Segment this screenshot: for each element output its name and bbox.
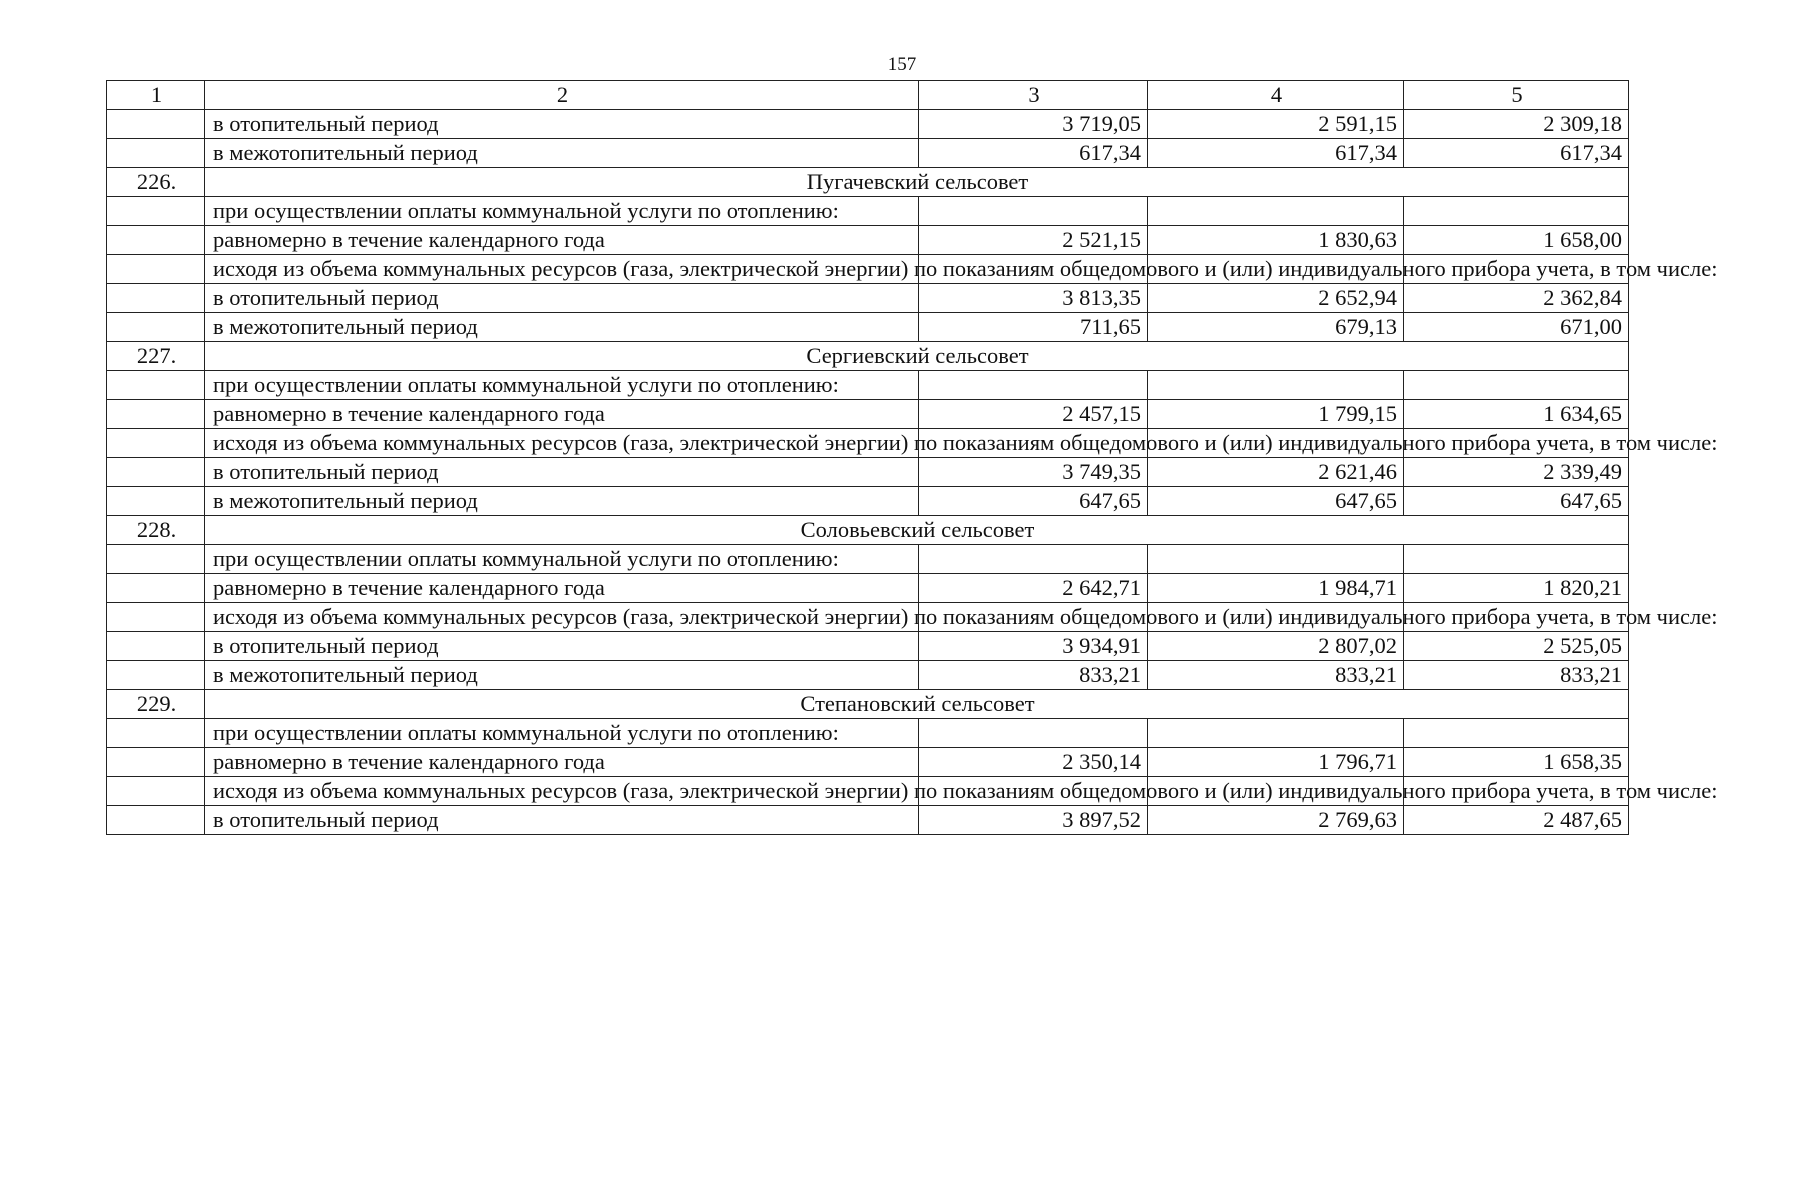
table-row [107,458,1629,487]
row-label: в межотопительный период [205,661,919,690]
value-col-5: 833,21 [1404,661,1629,690]
row-index-cell [107,139,205,168]
table-row [107,574,1629,603]
table-row [107,748,1629,777]
table-row [107,632,1629,661]
column-header-3: 3 [919,81,1148,110]
table-row [107,661,1629,690]
row-index-cell [107,429,205,458]
value-col-4: 1 799,15 [1148,400,1404,429]
row-index-cell [107,777,205,806]
column-header-2: 2 [205,81,919,110]
value-col-5: 2 487,65 [1404,806,1629,835]
row-index-cell [107,110,205,139]
row-label: в межотопительный период [205,487,919,516]
table-row [107,313,1629,342]
row-index-cell [107,197,205,226]
table-row [107,777,1629,806]
row-label: в отопительный период [205,632,919,661]
column-number-header-row [107,81,1629,110]
table-row [107,110,1629,139]
value-col-3: 2 350,14 [919,748,1148,777]
row-index-cell [107,487,205,516]
row-index-cell [107,371,205,400]
table-row [107,197,1629,226]
value-col-3 [919,719,1148,748]
table-row [107,603,1629,632]
table-row [107,139,1629,168]
value-col-4: 1 830,63 [1148,226,1404,255]
row-label: при осуществлении оплаты коммунальной услуги по отоплению: [205,197,919,226]
row-label: в отопительный период [205,806,919,835]
value-col-5: 2 339,49 [1404,458,1629,487]
value-col-5: 1 820,21 [1404,574,1629,603]
column-header-5: 5 [1404,81,1629,110]
row-label: исходя из объема коммунальных ресурсов (газа, электрической энергии) по показаниям общедомового и (или) индивидуального прибора учета, в том числе: [205,255,919,284]
section-header-row [107,690,1629,719]
value-col-5 [1404,371,1629,400]
value-col-5 [1404,719,1629,748]
row-index-cell [107,748,205,777]
row-label: при осуществлении оплаты коммунальной услуги по отоплению: [205,545,919,574]
value-col-3: 3 719,05 [919,110,1148,139]
value-col-3: 3 897,52 [919,806,1148,835]
row-index-cell [107,632,205,661]
row-label: в отопительный период [205,284,919,313]
table-row [107,545,1629,574]
section-number: 227. [107,342,205,371]
value-col-5: 1 634,65 [1404,400,1629,429]
table-row [107,487,1629,516]
value-col-4: 2 807,02 [1148,632,1404,661]
row-label: при осуществлении оплаты коммунальной услуги по отоплению: [205,719,919,748]
value-col-4: 2 621,46 [1148,458,1404,487]
value-col-4: 2 591,15 [1148,110,1404,139]
row-label: в отопительный период [205,110,919,139]
value-col-3: 833,21 [919,661,1148,690]
value-col-3 [919,197,1148,226]
table-row [107,284,1629,313]
value-col-3 [919,371,1148,400]
value-col-3: 617,34 [919,139,1148,168]
row-label: в межотопительный период [205,139,919,168]
row-index-cell [107,719,205,748]
section-header-row [107,516,1629,545]
value-col-4: 833,21 [1148,661,1404,690]
page-number: 157 [887,54,917,75]
value-col-5: 2 362,84 [1404,284,1629,313]
value-col-5: 671,00 [1404,313,1629,342]
value-col-3: 3 813,35 [919,284,1148,313]
value-col-4: 2 769,63 [1148,806,1404,835]
table-row [107,226,1629,255]
row-index-cell [107,806,205,835]
value-col-4: 1 796,71 [1148,748,1404,777]
row-index-cell [107,400,205,429]
value-col-5: 647,65 [1404,487,1629,516]
table-row [107,429,1629,458]
value-col-4: 617,34 [1148,139,1404,168]
value-col-5 [1404,197,1629,226]
row-index-cell [107,574,205,603]
value-col-5: 2 525,05 [1404,632,1629,661]
row-index-cell [107,458,205,487]
row-index-cell [107,545,205,574]
column-header-1: 1 [107,81,205,110]
row-index-cell [107,255,205,284]
row-label: равномерно в течение календарного года [205,226,919,255]
section-number: 226. [107,168,205,197]
row-label: в отопительный период [205,458,919,487]
value-col-3: 647,65 [919,487,1148,516]
row-index-cell [107,313,205,342]
section-title: Пугачевский сельсовет [205,168,1629,197]
table-row [107,371,1629,400]
value-col-4: 679,13 [1148,313,1404,342]
value-col-3: 3 934,91 [919,632,1148,661]
value-col-3: 2 642,71 [919,574,1148,603]
section-header-row [107,342,1629,371]
value-col-3 [919,545,1148,574]
section-title: Степановский сельсовет [205,690,1629,719]
value-col-3: 2 457,15 [919,400,1148,429]
value-col-5 [1404,545,1629,574]
row-index-cell [107,226,205,255]
row-index-cell [107,661,205,690]
row-label: в межотопительный период [205,313,919,342]
row-label: равномерно в течение календарного года [205,574,919,603]
row-label: равномерно в течение календарного года [205,400,919,429]
value-col-4: 2 652,94 [1148,284,1404,313]
row-label: равномерно в течение календарного года [205,748,919,777]
section-title: Сергиевский сельсовет [205,342,1629,371]
value-col-5: 617,34 [1404,139,1629,168]
row-label: исходя из объема коммунальных ресурсов (газа, электрической энергии) по показаниям общедомового и (или) индивидуального прибора учета, в том числе: [205,429,919,458]
table-row [107,400,1629,429]
row-index-cell [107,284,205,313]
column-header-4: 4 [1148,81,1404,110]
value-col-4 [1148,545,1404,574]
value-col-5: 2 309,18 [1404,110,1629,139]
value-col-4 [1148,371,1404,400]
value-col-5: 1 658,00 [1404,226,1629,255]
section-header-row [107,168,1629,197]
value-col-3: 2 521,15 [919,226,1148,255]
value-col-3: 3 749,35 [919,458,1148,487]
value-col-3: 711,65 [919,313,1148,342]
value-col-4: 647,65 [1148,487,1404,516]
table-row [107,719,1629,748]
table-row [107,255,1629,284]
row-label: исходя из объема коммунальных ресурсов (газа, электрической энергии) по показаниям общедомового и (или) индивидуального прибора учета, в том числе: [205,777,919,806]
value-col-4 [1148,197,1404,226]
value-col-5: 1 658,35 [1404,748,1629,777]
tariff-table [106,80,1718,835]
value-col-4 [1148,719,1404,748]
row-index-cell [107,603,205,632]
section-number: 228. [107,516,205,545]
row-label: при осуществлении оплаты коммунальной услуги по отоплению: [205,371,919,400]
section-number: 229. [107,690,205,719]
row-label: исходя из объема коммунальных ресурсов (газа, электрической энергии) по показаниям общедомового и (или) индивидуального прибора учета, в том числе: [205,603,919,632]
value-col-4: 1 984,71 [1148,574,1404,603]
table-row [107,806,1629,835]
section-title: Соловьевский сельсовет [205,516,1629,545]
